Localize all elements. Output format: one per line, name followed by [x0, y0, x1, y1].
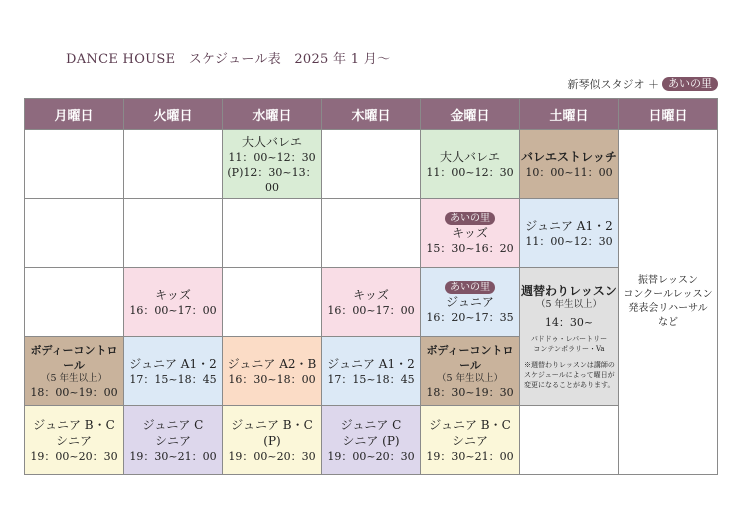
sunday-text: 振替レッスン コンクールレッスン 発表会リハーサル など: [623, 275, 713, 328]
class-time: 11：00~12：30: [228, 150, 316, 164]
class-name-line2: シニア: [154, 433, 191, 448]
class-time: 19：00~20：30: [228, 449, 316, 463]
class-name: ボディーコントロール: [30, 343, 118, 372]
class-name: バレエストレッチ: [521, 149, 617, 164]
class-grade: （5 年生以上）: [535, 299, 603, 310]
class-name: 週替わりレッスン: [521, 284, 617, 298]
class-name: キッズ: [353, 287, 389, 302]
class-time-extra: (P)12：30~13：00: [227, 165, 317, 194]
day-header-thu: 木曜日: [322, 99, 421, 130]
class-name: ボディーコントロール: [426, 343, 514, 372]
class-time: 19：30~21：00: [426, 449, 514, 463]
day-header-fri: 金曜日: [421, 99, 520, 130]
day-header-wed: 水曜日: [223, 99, 322, 130]
day-header-mon: 月曜日: [25, 99, 124, 130]
empty-cell: [223, 199, 322, 268]
class-cell-wed-junior-bc: [223, 406, 322, 475]
schedule-row: [25, 268, 718, 337]
day-header-row: [25, 99, 718, 130]
sunday-cell: [619, 130, 718, 475]
class-name: ジュニア B・C: [231, 417, 313, 432]
class-time: 17：15~18：45: [327, 372, 415, 386]
schedule-row: [25, 199, 718, 268]
class-cell-sat-weekly: [520, 268, 619, 406]
class-cell-fri-body-control: [421, 337, 520, 406]
class-name: ジュニア A1・2: [327, 356, 415, 371]
class-grade: （5 年生以上）: [436, 372, 504, 384]
schedule-table: [24, 98, 718, 475]
class-name: ジュニア A2・B: [227, 356, 317, 371]
class-time: 19：00~20：30: [30, 449, 118, 463]
class-cell-wed-adult-ballet: [223, 130, 322, 199]
class-name: ジュニア B・C: [33, 417, 115, 432]
class-cell-thu-junior-a12: [322, 337, 421, 406]
empty-cell: [25, 199, 124, 268]
class-name: ジュニア A1・2: [525, 218, 613, 233]
studio-name: 新琴似スタジオ ＋: [567, 78, 659, 91]
class-cell-fri-kids: [421, 199, 520, 268]
class-cell-fri-junior: [421, 268, 520, 337]
class-cell-fri-junior-bc: [421, 406, 520, 475]
empty-cell: [520, 406, 619, 475]
class-cell-tue-junior-c: [124, 406, 223, 475]
location-tag: あいの里: [445, 212, 495, 225]
studio-label: [568, 76, 719, 92]
class-cell-thu-junior-c: [322, 406, 421, 475]
class-cell-wed-junior-a2b: [223, 337, 322, 406]
class-name-line2: シニア (P): [342, 433, 400, 448]
class-time: 19：00~20：30: [327, 449, 415, 463]
class-cell-mon-junior-bc: [25, 406, 124, 475]
day-header-sat: 土曜日: [520, 99, 619, 130]
class-time: 16：00~17：00: [327, 303, 415, 317]
class-time: 16：00~17：00: [129, 303, 217, 317]
page-title: DANCE HOUSE スケジュール表 2025 年 1 月～: [66, 52, 391, 67]
class-name: ジュニア C: [142, 417, 204, 432]
class-time: 16：30~18：00: [228, 372, 316, 386]
class-note: ※週替わりレッスンは講師の スケジュールによって曜日が 変更になることがあります。: [524, 361, 615, 389]
class-time: 11：00~12：30: [525, 234, 613, 248]
studio-tag-badge: あいの里: [662, 77, 718, 91]
class-name-line2: (P): [263, 433, 281, 448]
empty-cell: [25, 130, 124, 199]
empty-cell: [223, 268, 322, 337]
class-time: 14：30~: [544, 316, 594, 329]
class-name: ジュニア B・C: [429, 417, 511, 432]
class-name-line2: シニア: [451, 433, 488, 448]
schedule-row: [25, 130, 718, 199]
class-cell-mon-body-control: [25, 337, 124, 406]
class-name: 大人バレエ: [439, 149, 500, 164]
class-name: ジュニア: [446, 295, 494, 309]
class-name: キッズ: [452, 226, 488, 240]
class-name: 大人バレエ: [241, 134, 302, 149]
class-time: 19：30~21：00: [129, 449, 217, 463]
class-time: 18：30~19：30: [426, 385, 514, 399]
class-cell-tue-junior-a12: [124, 337, 223, 406]
empty-cell: [124, 199, 223, 268]
class-grade: （5 年生以上）: [40, 372, 108, 384]
class-cell-thu-kids: [322, 268, 421, 337]
class-cell-sat-stretch: [520, 130, 619, 199]
class-name: ジュニア C: [340, 417, 402, 432]
location-tag: あいの里: [445, 281, 495, 294]
class-cell-sat-junior-a12: [520, 199, 619, 268]
class-time: 17：15~18：45: [129, 372, 217, 386]
class-time: 15：30~16：20: [426, 242, 514, 255]
day-header-tue: 火曜日: [124, 99, 223, 130]
empty-cell: [124, 130, 223, 199]
class-time: 18：00~19：00: [30, 385, 118, 399]
empty-cell: [25, 268, 124, 337]
schedule-row: [25, 406, 718, 475]
class-name: ジュニア A1・2: [129, 356, 217, 371]
class-time: 16：20~17：35: [426, 311, 514, 324]
class-cell-tue-kids: [124, 268, 223, 337]
class-name: キッズ: [155, 287, 191, 302]
empty-cell: [322, 199, 421, 268]
day-header-sun: 日曜日: [619, 99, 718, 130]
class-cell-fri-adult-ballet: [421, 130, 520, 199]
class-time: 10：00~11：00: [525, 165, 613, 179]
empty-cell: [322, 130, 421, 199]
class-genres: パドドゥ・レパートリー コンテンポラリー・Va: [530, 335, 608, 353]
class-name-line2: シニア: [55, 433, 92, 448]
class-time: 11：00~12：30: [426, 165, 514, 179]
